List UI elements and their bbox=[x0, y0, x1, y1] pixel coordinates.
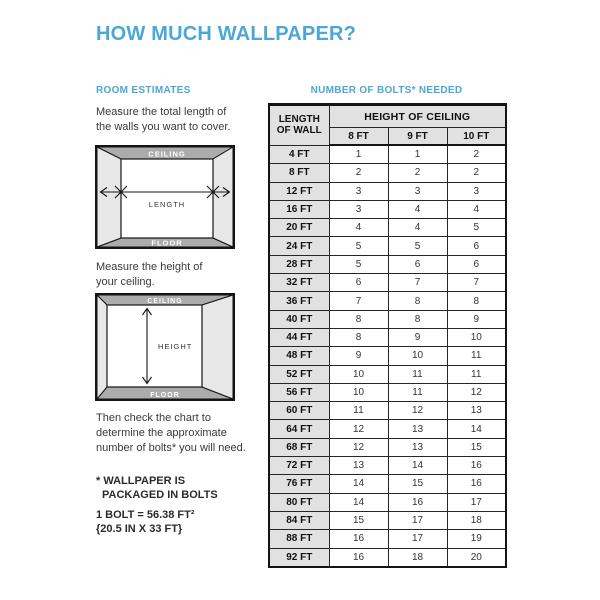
bolt-size-line: 1 BOLT = 56.38 FT² bbox=[96, 509, 195, 521]
bolt-count-cell: 15 bbox=[447, 438, 506, 456]
wall-length-header-line: OF WALL bbox=[276, 125, 322, 137]
instruction-check-chart bbox=[96, 411, 246, 456]
bolt-count-cell: 2 bbox=[388, 164, 447, 182]
bolt-count-cell: 1 bbox=[388, 145, 447, 164]
floor-label: FLOOR bbox=[150, 392, 180, 399]
wall-length-cell: 32 FT bbox=[269, 274, 329, 292]
bolt-count-cell: 16 bbox=[329, 530, 388, 548]
bolt-count-cell: 13 bbox=[388, 420, 447, 438]
table-row bbox=[269, 274, 506, 292]
ceiling-label: CEILING bbox=[147, 298, 183, 305]
bolt-count-cell: 3 bbox=[329, 200, 388, 218]
table-row bbox=[269, 292, 506, 310]
bolt-count-cell: 3 bbox=[388, 182, 447, 200]
wall-length-cell: 52 FT bbox=[269, 365, 329, 383]
wall-length-cell: 68 FT bbox=[269, 438, 329, 456]
wall-length-cell: 88 FT bbox=[269, 530, 329, 548]
bolt-count-cell: 10 bbox=[388, 347, 447, 365]
bolt-count-cell: 4 bbox=[447, 200, 506, 218]
table-row bbox=[269, 219, 506, 237]
bolt-count-cell: 1 bbox=[329, 145, 388, 164]
page-title: HOW MUCH WALLPAPER? bbox=[96, 23, 357, 45]
room-estimates-heading: ROOM ESTIMATES bbox=[96, 85, 191, 96]
packaging-note-line: PACKAGED IN BOLTS bbox=[102, 489, 218, 501]
bolt-count-cell: 11 bbox=[447, 347, 506, 365]
bolt-count-cell: 5 bbox=[447, 219, 506, 237]
bolt-count-cell: 16 bbox=[329, 548, 388, 567]
table-row bbox=[269, 365, 506, 383]
bolt-count-cell: 7 bbox=[447, 274, 506, 292]
bolt-count-cell: 16 bbox=[447, 457, 506, 475]
right-wall bbox=[213, 147, 233, 247]
bolt-count-cell: 19 bbox=[447, 530, 506, 548]
table-row bbox=[269, 475, 506, 493]
bolts-table-body bbox=[269, 145, 506, 567]
ceiling-label: CEILING bbox=[148, 149, 186, 159]
bolt-count-cell: 8 bbox=[388, 292, 447, 310]
bolt-count-cell: 5 bbox=[329, 255, 388, 273]
table-row bbox=[269, 493, 506, 511]
ceiling-height-column-header: 9 FT bbox=[388, 128, 447, 146]
bolt-count-cell: 14 bbox=[329, 493, 388, 511]
right-wall bbox=[202, 295, 233, 399]
table-row bbox=[269, 347, 506, 365]
wall-length-cell: 44 FT bbox=[269, 328, 329, 346]
bolt-count-cell: 6 bbox=[329, 274, 388, 292]
wall-length-cell: 20 FT bbox=[269, 219, 329, 237]
bolt-count-cell: 14 bbox=[329, 475, 388, 493]
bolt-count-cell: 15 bbox=[329, 511, 388, 529]
bolt-count-cell: 4 bbox=[388, 200, 447, 218]
bolt-count-cell: 2 bbox=[447, 164, 506, 182]
bolt-count-cell: 8 bbox=[329, 310, 388, 328]
instruction-line: Measure the height of bbox=[96, 261, 203, 273]
ceiling-height-column-header: 10 FT bbox=[447, 128, 506, 146]
length-room-diagram bbox=[95, 145, 235, 249]
bolt-count-cell: 12 bbox=[329, 420, 388, 438]
left-wall bbox=[97, 295, 107, 399]
bolt-size-note bbox=[96, 508, 195, 536]
table-row bbox=[269, 328, 506, 346]
wall-length-cell: 60 FT bbox=[269, 402, 329, 420]
bolt-count-cell: 14 bbox=[388, 457, 447, 475]
bolt-count-cell: 5 bbox=[388, 237, 447, 255]
instruction-measure-height bbox=[96, 260, 202, 290]
back-wall bbox=[121, 159, 213, 238]
wall-length-cell: 4 FT bbox=[269, 145, 329, 164]
bolt-count-cell: 8 bbox=[447, 292, 506, 310]
height-room-diagram bbox=[95, 293, 235, 401]
instruction-line: determine the approximate bbox=[96, 427, 227, 439]
table-row bbox=[269, 310, 506, 328]
wall-length-cell: 28 FT bbox=[269, 255, 329, 273]
bolt-count-cell: 16 bbox=[447, 475, 506, 493]
bolt-count-cell: 17 bbox=[388, 530, 447, 548]
wall-length-cell: 72 FT bbox=[269, 457, 329, 475]
instruction-line: number of bolts* you will need. bbox=[96, 442, 246, 454]
table-row bbox=[269, 511, 506, 529]
wall-length-header-line: LENGTH bbox=[278, 113, 320, 125]
bolt-count-cell: 11 bbox=[388, 383, 447, 401]
instruction-line: Then check the chart to bbox=[96, 412, 211, 424]
wall-length-cell: 84 FT bbox=[269, 511, 329, 529]
wall-length-cell: 80 FT bbox=[269, 493, 329, 511]
bolt-count-cell: 18 bbox=[447, 511, 506, 529]
bolts-table bbox=[268, 103, 507, 568]
table-row bbox=[269, 145, 506, 164]
bolt-count-cell: 6 bbox=[447, 255, 506, 273]
bolt-count-cell: 14 bbox=[447, 420, 506, 438]
bolt-count-cell: 8 bbox=[329, 328, 388, 346]
bolt-count-cell: 10 bbox=[447, 328, 506, 346]
table-row bbox=[269, 182, 506, 200]
table-row bbox=[269, 457, 506, 475]
wall-length-cell: 92 FT bbox=[269, 548, 329, 567]
bolt-count-cell: 13 bbox=[388, 438, 447, 456]
instruction-measure-length bbox=[96, 105, 231, 135]
bolt-count-cell: 17 bbox=[388, 511, 447, 529]
table-row bbox=[269, 402, 506, 420]
bolt-count-cell: 2 bbox=[329, 164, 388, 182]
length-label: LENGTH bbox=[148, 200, 186, 209]
table-row bbox=[269, 164, 506, 182]
bolt-count-cell: 11 bbox=[447, 365, 506, 383]
bolt-count-cell: 15 bbox=[388, 475, 447, 493]
bolt-count-cell: 11 bbox=[329, 402, 388, 420]
bolt-count-cell: 7 bbox=[388, 274, 447, 292]
table-row bbox=[269, 255, 506, 273]
bolt-count-cell: 10 bbox=[329, 365, 388, 383]
wall-length-cell: 8 FT bbox=[269, 164, 329, 182]
bolt-count-cell: 10 bbox=[329, 383, 388, 401]
wall-length-cell: 76 FT bbox=[269, 475, 329, 493]
bolt-count-cell: 12 bbox=[388, 402, 447, 420]
instruction-line: Measure the total length of bbox=[96, 106, 227, 118]
bolt-count-cell: 6 bbox=[388, 255, 447, 273]
height-label: HEIGHT bbox=[158, 342, 193, 351]
wall-length-cell: 40 FT bbox=[269, 310, 329, 328]
wall-length-cell: 24 FT bbox=[269, 237, 329, 255]
bolts-needed-heading: NUMBER OF BOLTS* NEEDED bbox=[310, 85, 463, 96]
bolt-count-cell: 2 bbox=[447, 145, 506, 164]
bolt-count-cell: 9 bbox=[329, 347, 388, 365]
bolt-count-cell: 16 bbox=[388, 493, 447, 511]
floor-label: FLOOR bbox=[151, 238, 183, 248]
packaging-note-line: * WALLPAPER IS bbox=[96, 475, 186, 487]
wall-length-cell: 48 FT bbox=[269, 347, 329, 365]
bolt-count-cell: 12 bbox=[447, 383, 506, 401]
instruction-line: your ceiling. bbox=[96, 276, 155, 288]
bolt-count-cell: 17 bbox=[447, 493, 506, 511]
bolt-count-cell: 9 bbox=[447, 310, 506, 328]
wall-length-cell: 12 FT bbox=[269, 182, 329, 200]
bolt-count-cell: 7 bbox=[329, 292, 388, 310]
table-row bbox=[269, 383, 506, 401]
wall-length-cell: 36 FT bbox=[269, 292, 329, 310]
bolt-count-cell: 11 bbox=[388, 365, 447, 383]
bolt-count-cell: 12 bbox=[329, 438, 388, 456]
packaging-note bbox=[96, 474, 218, 502]
wall-length-cell: 16 FT bbox=[269, 200, 329, 218]
table-row bbox=[269, 420, 506, 438]
table-row bbox=[269, 200, 506, 218]
bolt-count-cell: 3 bbox=[447, 182, 506, 200]
bolt-count-cell: 9 bbox=[388, 328, 447, 346]
height-of-ceiling-header: HEIGHT OF CEILING bbox=[329, 105, 506, 128]
bolt-count-cell: 18 bbox=[388, 548, 447, 567]
instruction-line: the walls you want to cover. bbox=[96, 121, 231, 133]
bolt-count-cell: 13 bbox=[447, 402, 506, 420]
table-row bbox=[269, 237, 506, 255]
bolt-count-cell: 4 bbox=[329, 219, 388, 237]
bolt-count-cell: 5 bbox=[329, 237, 388, 255]
bolt-count-cell: 6 bbox=[447, 237, 506, 255]
table-row bbox=[269, 548, 506, 567]
bolt-count-cell: 8 bbox=[388, 310, 447, 328]
bolt-count-cell: 4 bbox=[388, 219, 447, 237]
table-row bbox=[269, 530, 506, 548]
table-row bbox=[269, 438, 506, 456]
bolt-size-line: {20.5 IN X 33 FT} bbox=[96, 523, 183, 535]
bolt-count-cell: 20 bbox=[447, 548, 506, 567]
left-wall bbox=[97, 147, 121, 247]
wall-length-header bbox=[269, 105, 329, 146]
bolt-count-cell: 13 bbox=[329, 457, 388, 475]
wall-length-cell: 56 FT bbox=[269, 383, 329, 401]
ceiling-height-column-header: 8 FT bbox=[329, 128, 388, 146]
bolt-count-cell: 3 bbox=[329, 182, 388, 200]
wall-length-cell: 64 FT bbox=[269, 420, 329, 438]
